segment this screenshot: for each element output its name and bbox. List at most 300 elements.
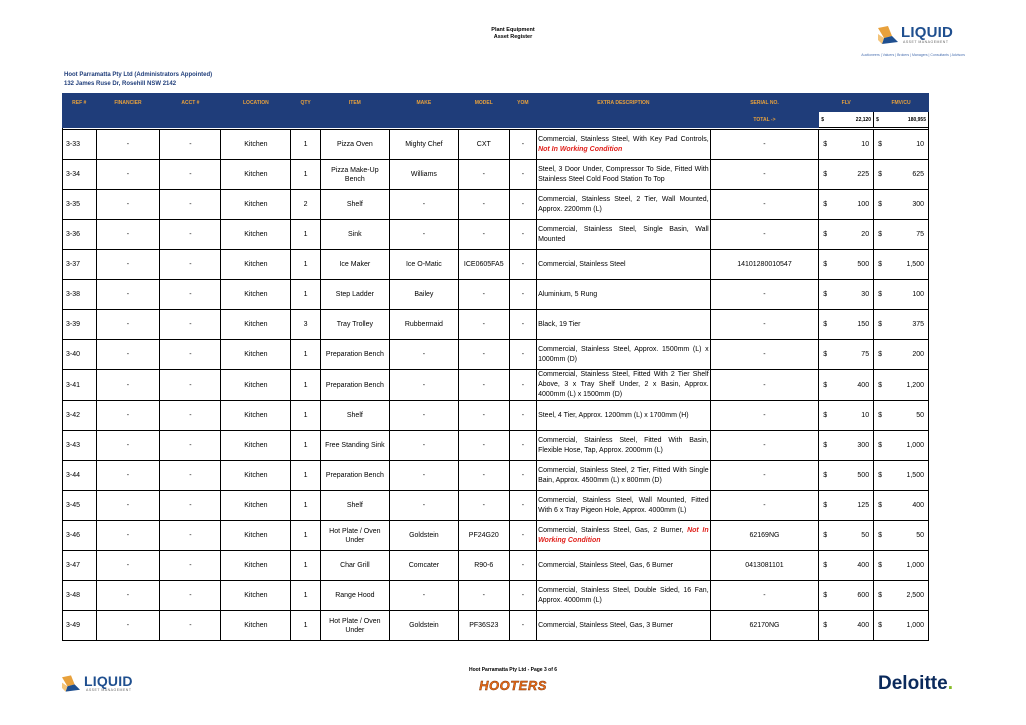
flv-value: 30 bbox=[861, 291, 870, 298]
description-cell bbox=[537, 220, 711, 250]
item-cell: Shelf bbox=[320, 491, 389, 521]
flv-cell bbox=[819, 611, 874, 641]
yom-cell: - bbox=[509, 491, 536, 521]
currency-symbol: $ bbox=[878, 351, 882, 358]
flv-cell bbox=[819, 130, 874, 160]
qty-cell: 1 bbox=[291, 130, 320, 160]
flv-value: 50 bbox=[861, 532, 870, 539]
flv-cell bbox=[819, 340, 874, 370]
hooters-logo bbox=[478, 674, 548, 696]
qty-cell: 1 bbox=[291, 461, 320, 491]
flv-value: 10 bbox=[861, 412, 870, 419]
flv-value: 100 bbox=[857, 201, 870, 208]
ref-cell: 3-46 bbox=[63, 521, 97, 551]
make-cell: Goldstein bbox=[389, 611, 458, 641]
ref-cell: 3-37 bbox=[63, 250, 97, 280]
fmv-cell bbox=[874, 401, 929, 431]
serial-cell: - bbox=[710, 280, 819, 310]
fmv-value: 625 bbox=[912, 171, 924, 178]
description-text: Commercial, Stainless Steel, Fitted With Basin, Flexible Hose, Tap, Approx. 2000mm (L) bbox=[538, 436, 709, 454]
description-text: Commercial, Stainless Steel, 2 Tier, Fitted With Single Bain, Approx. 4500mm (L) x 800mm (D) bbox=[538, 466, 709, 484]
yom-cell: - bbox=[509, 581, 536, 611]
fmv-value: 1,500 bbox=[906, 261, 924, 268]
flv-cell bbox=[819, 250, 874, 280]
financier-cell: - bbox=[96, 190, 160, 220]
model-cell: - bbox=[458, 340, 509, 370]
serial-cell: 62170NG bbox=[710, 611, 819, 641]
document-title-line1: Plant Equipment bbox=[491, 27, 535, 33]
flv-cell bbox=[819, 190, 874, 220]
fmv-cell bbox=[874, 280, 929, 310]
currency-symbol: $ bbox=[823, 472, 828, 479]
financier-cell: - bbox=[96, 521, 160, 551]
yom-cell: - bbox=[509, 521, 536, 551]
item-cell: Shelf bbox=[320, 190, 389, 220]
currency-symbol: $ bbox=[823, 381, 828, 389]
make-cell: Rubbermaid bbox=[389, 310, 458, 340]
currency-symbol: $ bbox=[823, 532, 828, 539]
item-cell: Preparation Bench bbox=[320, 340, 389, 370]
column-header: QTY bbox=[291, 94, 320, 112]
currency-symbol: $ bbox=[878, 622, 882, 629]
qty-cell: 1 bbox=[291, 551, 320, 581]
hooters-logo-word: HOOTERS bbox=[479, 678, 547, 693]
yom-cell: - bbox=[509, 220, 536, 250]
yom-cell: - bbox=[509, 130, 536, 160]
description-text: Commercial, Stainless Steel, Approx. 1500mm (L) x 1000mm (D) bbox=[538, 345, 709, 363]
fmv-value: 1,200 bbox=[906, 381, 924, 389]
serial-cell: - bbox=[710, 190, 819, 220]
yom-cell: - bbox=[509, 401, 536, 431]
currency-symbol: $ bbox=[878, 532, 882, 539]
currency-symbol: $ bbox=[823, 351, 828, 358]
item-cell: Char Grill bbox=[320, 551, 389, 581]
description-text: Commercial, Stainless Steel, Gas, 6 Burner bbox=[538, 561, 674, 569]
currency-symbol: $ bbox=[823, 291, 828, 298]
financier-cell: - bbox=[96, 461, 160, 491]
condition-note: Not In Working Condition bbox=[538, 145, 623, 153]
description-cell bbox=[537, 431, 711, 461]
currency-symbol: $ bbox=[878, 472, 882, 479]
flv-value: 150 bbox=[857, 321, 870, 328]
yom-cell: - bbox=[509, 551, 536, 581]
fmv-value: 1,000 bbox=[906, 562, 924, 569]
ref-cell: 3-33 bbox=[63, 130, 97, 160]
make-cell: Comcater bbox=[389, 551, 458, 581]
table-body bbox=[63, 130, 929, 641]
fmv-cell bbox=[874, 160, 929, 190]
table-row bbox=[63, 310, 929, 340]
description-cell bbox=[537, 370, 711, 401]
liquid-mark-icon bbox=[62, 675, 80, 692]
description-cell bbox=[537, 160, 711, 190]
flv-value: 300 bbox=[857, 442, 870, 449]
flv-cell bbox=[819, 220, 874, 250]
total-fmv bbox=[874, 112, 929, 128]
fmv-value: 100 bbox=[912, 291, 924, 298]
currency-symbol: $ bbox=[821, 116, 825, 123]
ref-cell: 3-44 bbox=[63, 461, 97, 491]
currency-symbol: $ bbox=[878, 261, 882, 268]
fmv-cell bbox=[874, 551, 929, 581]
currency-symbol: $ bbox=[878, 321, 882, 328]
flv-value: 10 bbox=[861, 141, 870, 148]
currency-symbol: $ bbox=[823, 592, 828, 599]
flv-value: 225 bbox=[857, 171, 870, 178]
model-cell: - bbox=[458, 280, 509, 310]
acct-cell: - bbox=[160, 190, 221, 220]
serial-cell: - bbox=[710, 461, 819, 491]
description-cell bbox=[537, 491, 711, 521]
fmv-cell bbox=[874, 220, 929, 250]
column-header: YOM bbox=[509, 94, 536, 112]
description-cell bbox=[537, 551, 711, 581]
total-flv-value: 22,120 bbox=[855, 116, 872, 123]
yom-cell: - bbox=[509, 280, 536, 310]
location-cell: Kitchen bbox=[221, 370, 291, 401]
item-cell: Pizza Oven bbox=[320, 130, 389, 160]
flv-value: 20 bbox=[861, 231, 870, 238]
description-text: Steel, 4 Tier, Approx. 1200mm (L) x 1700mm (H) bbox=[538, 411, 689, 419]
serial-cell: - bbox=[710, 431, 819, 461]
item-cell: Hot Plate / Oven Under bbox=[320, 521, 389, 551]
make-cell: Williams bbox=[389, 160, 458, 190]
location-cell: Kitchen bbox=[221, 401, 291, 431]
liquid-logo-word: LIQUID bbox=[901, 24, 954, 41]
table-row bbox=[63, 220, 929, 250]
model-cell: ICE0605FA5 bbox=[458, 250, 509, 280]
table-row bbox=[63, 551, 929, 581]
description-text: Commercial, Stainless Steel, With Key Pad Controls, bbox=[538, 135, 709, 143]
currency-symbol: $ bbox=[878, 171, 882, 178]
currency-symbol: $ bbox=[878, 442, 882, 449]
column-header: ITEM bbox=[320, 94, 389, 112]
flv-cell bbox=[819, 431, 874, 461]
flv-cell bbox=[819, 370, 874, 401]
make-cell: - bbox=[389, 190, 458, 220]
item-cell: Preparation Bench bbox=[320, 370, 389, 401]
item-cell: Sink bbox=[320, 220, 389, 250]
flv-value: 400 bbox=[857, 562, 870, 569]
fmv-cell bbox=[874, 130, 929, 160]
description-text: Commercial, Stainless Steel, Fitted With 2 Tier Shelf Above, 3 x Tray Shelf Under, 2 x Basin, Approx. 4000mm (L) x 1500mm (D) bbox=[538, 371, 709, 398]
flv-value: 500 bbox=[857, 472, 870, 479]
financier-cell: - bbox=[96, 551, 160, 581]
currency-symbol: $ bbox=[823, 171, 828, 178]
qty-cell: 1 bbox=[291, 220, 320, 250]
description-text: Commercial, Stainless Steel bbox=[538, 260, 626, 268]
qty-cell: 1 bbox=[291, 521, 320, 551]
make-cell: Goldstein bbox=[389, 521, 458, 551]
currency-symbol: $ bbox=[823, 141, 828, 148]
fmv-cell bbox=[874, 340, 929, 370]
qty-cell: 1 bbox=[291, 280, 320, 310]
condition-note: Not In Working Condition bbox=[538, 526, 709, 544]
company-address: 132 James Ruse Dr, Rosehill NSW 2142 bbox=[64, 81, 177, 87]
serial-cell: - bbox=[710, 370, 819, 401]
item-cell: Range Hood bbox=[320, 581, 389, 611]
currency-symbol: $ bbox=[878, 201, 882, 208]
qty-cell: 1 bbox=[291, 250, 320, 280]
fmv-cell bbox=[874, 310, 929, 340]
location-cell: Kitchen bbox=[221, 551, 291, 581]
model-cell: - bbox=[458, 431, 509, 461]
model-cell: - bbox=[458, 401, 509, 431]
currency-symbol: $ bbox=[823, 321, 828, 328]
qty-cell: 1 bbox=[291, 491, 320, 521]
total-fmv-value: 180,955 bbox=[907, 116, 926, 123]
acct-cell: - bbox=[160, 461, 221, 491]
currency-symbol: $ bbox=[876, 116, 879, 123]
liquid-logo-word: LIQUID bbox=[84, 673, 133, 689]
column-header: LOCATION bbox=[221, 94, 291, 112]
liquid-logo-sub: ASSET MANAGEMENT bbox=[86, 688, 132, 692]
serial-cell: - bbox=[710, 491, 819, 521]
location-cell: Kitchen bbox=[221, 491, 291, 521]
serial-cell: - bbox=[710, 160, 819, 190]
acct-cell: - bbox=[160, 521, 221, 551]
make-cell: - bbox=[389, 340, 458, 370]
yom-cell: - bbox=[509, 190, 536, 220]
column-header: REF # bbox=[63, 94, 97, 112]
description-text: Commercial, Stainless Steel, 2 Tier, Wall Mounted, Approx. 2200mm (L) bbox=[538, 195, 709, 213]
fmv-value: 200 bbox=[912, 351, 924, 358]
fmv-cell bbox=[874, 370, 929, 401]
location-cell: Kitchen bbox=[221, 130, 291, 160]
item-cell: Shelf bbox=[320, 401, 389, 431]
financier-cell: - bbox=[96, 220, 160, 250]
page-footer-text: Hoot Parramatta Pty Ltd - Page 3 of 6 bbox=[468, 667, 558, 673]
column-header: FMV/CU bbox=[874, 94, 929, 112]
qty-cell: 2 bbox=[291, 190, 320, 220]
location-cell: Kitchen bbox=[221, 190, 291, 220]
table-row bbox=[63, 130, 929, 160]
currency-symbol: $ bbox=[823, 442, 828, 449]
currency-symbol: $ bbox=[878, 381, 882, 389]
description-text: Commercial, Stainless Steel, Double Sided, 16 Fan, Approx. 4000mm (L) bbox=[538, 586, 709, 604]
qty-cell: 1 bbox=[291, 431, 320, 461]
item-cell: Hot Plate / Oven Under bbox=[320, 611, 389, 641]
deloitte-logo-word: Deloitte bbox=[878, 673, 948, 694]
table-row bbox=[63, 611, 929, 641]
financier-cell: - bbox=[96, 581, 160, 611]
fmv-value: 50 bbox=[916, 412, 924, 419]
flv-cell bbox=[819, 160, 874, 190]
currency-symbol: $ bbox=[823, 622, 828, 629]
flv-cell bbox=[819, 280, 874, 310]
description-cell bbox=[537, 521, 711, 551]
yom-cell: - bbox=[509, 611, 536, 641]
serial-cell: 14101280010547 bbox=[710, 250, 819, 280]
financier-cell: - bbox=[96, 611, 160, 641]
deloitte-logo-dot: . bbox=[947, 673, 953, 694]
financier-cell: - bbox=[96, 310, 160, 340]
company-name: Hoot Parramatta Pty Ltd (Administrators Appointed) bbox=[64, 72, 213, 78]
fmv-value: 10 bbox=[916, 141, 924, 148]
ref-cell: 3-36 bbox=[63, 220, 97, 250]
model-cell: - bbox=[458, 370, 509, 401]
currency-symbol: $ bbox=[823, 562, 828, 569]
make-cell: - bbox=[389, 370, 458, 401]
table-row bbox=[63, 431, 929, 461]
location-cell: Kitchen bbox=[221, 611, 291, 641]
item-cell: Preparation Bench bbox=[320, 461, 389, 491]
item-cell: Free Standing Sink bbox=[320, 431, 389, 461]
document-title bbox=[0, 27, 1026, 41]
acct-cell: - bbox=[160, 370, 221, 401]
qty-cell: 1 bbox=[291, 401, 320, 431]
acct-cell: - bbox=[160, 220, 221, 250]
yom-cell: - bbox=[509, 461, 536, 491]
currency-symbol: $ bbox=[878, 412, 882, 419]
model-cell: - bbox=[458, 461, 509, 491]
description-cell bbox=[537, 130, 711, 160]
description-text: Black, 19 Tier bbox=[538, 320, 581, 328]
currency-symbol: $ bbox=[823, 201, 828, 208]
liquid-mark-icon bbox=[878, 26, 898, 44]
currency-symbol: $ bbox=[878, 592, 882, 599]
asset-register-table bbox=[62, 93, 929, 641]
yom-cell: - bbox=[509, 250, 536, 280]
table-row bbox=[63, 461, 929, 491]
serial-cell: - bbox=[710, 401, 819, 431]
financier-cell: - bbox=[96, 160, 160, 190]
item-cell: Ice Maker bbox=[320, 250, 389, 280]
model-cell: PF36S23 bbox=[458, 611, 509, 641]
acct-cell: - bbox=[160, 431, 221, 461]
financier-cell: - bbox=[96, 280, 160, 310]
yom-cell: - bbox=[509, 310, 536, 340]
ref-cell: 3-34 bbox=[63, 160, 97, 190]
column-header: SERIAL NO. bbox=[710, 94, 819, 112]
ref-cell: 3-35 bbox=[63, 190, 97, 220]
flv-value: 600 bbox=[857, 592, 870, 599]
fmv-cell bbox=[874, 250, 929, 280]
column-header: ACCT # bbox=[160, 94, 221, 112]
ref-cell: 3-48 bbox=[63, 581, 97, 611]
fmv-cell bbox=[874, 491, 929, 521]
deloitte-logo bbox=[878, 673, 953, 695]
liquid-logo-bottom bbox=[62, 673, 142, 697]
fmv-value: 2,500 bbox=[906, 592, 924, 599]
acct-cell: - bbox=[160, 401, 221, 431]
make-cell: Mighty Chef bbox=[389, 130, 458, 160]
qty-cell: 1 bbox=[291, 340, 320, 370]
description-cell bbox=[537, 611, 711, 641]
flv-value: 75 bbox=[861, 351, 870, 358]
currency-symbol: $ bbox=[878, 502, 882, 509]
table-total-row bbox=[63, 112, 929, 128]
financier-cell: - bbox=[96, 250, 160, 280]
description-text: Aluminium, 5 Rung bbox=[538, 290, 598, 298]
model-cell: PF24G20 bbox=[458, 521, 509, 551]
ref-cell: 3-49 bbox=[63, 611, 97, 641]
yom-cell: - bbox=[509, 160, 536, 190]
description-cell bbox=[537, 310, 711, 340]
model-cell: - bbox=[458, 190, 509, 220]
serial-cell: 0413081101 bbox=[710, 551, 819, 581]
table-header-row bbox=[63, 94, 929, 112]
flv-cell bbox=[819, 310, 874, 340]
location-cell: Kitchen bbox=[221, 461, 291, 491]
financier-cell: - bbox=[96, 401, 160, 431]
fmv-value: 300 bbox=[912, 201, 924, 208]
make-cell: - bbox=[389, 461, 458, 491]
description-text: Commercial, Stainless Steel, Gas, 2 Burner, bbox=[538, 526, 684, 534]
item-cell: Step Ladder bbox=[320, 280, 389, 310]
fmv-cell bbox=[874, 581, 929, 611]
model-cell: CXT bbox=[458, 130, 509, 160]
flv-cell bbox=[819, 551, 874, 581]
qty-cell: 1 bbox=[291, 370, 320, 401]
acct-cell: - bbox=[160, 611, 221, 641]
fmv-value: 1,000 bbox=[906, 622, 924, 629]
location-cell: Kitchen bbox=[221, 250, 291, 280]
currency-symbol: $ bbox=[878, 562, 882, 569]
fmv-value: 375 bbox=[912, 321, 924, 328]
yom-cell: - bbox=[509, 370, 536, 401]
acct-cell: - bbox=[160, 491, 221, 521]
financier-cell: - bbox=[96, 370, 160, 401]
make-cell: - bbox=[389, 581, 458, 611]
currency-symbol: $ bbox=[823, 502, 828, 509]
acct-cell: - bbox=[160, 310, 221, 340]
fmv-value: 1,000 bbox=[906, 442, 924, 449]
column-header: MAKE bbox=[389, 94, 458, 112]
fmv-cell bbox=[874, 521, 929, 551]
make-cell: Bailey bbox=[389, 280, 458, 310]
financier-cell: - bbox=[96, 130, 160, 160]
ref-cell: 3-39 bbox=[63, 310, 97, 340]
acct-cell: - bbox=[160, 130, 221, 160]
description-text: Commercial, Stainless Steel, Gas, 3 Burner bbox=[538, 621, 674, 629]
column-header: EXTRA DESCRIPTION bbox=[537, 94, 711, 112]
brand-tagline: Auctioneers | Valuers | Brokers | Managers | Consultants | Advisors bbox=[861, 53, 965, 57]
make-cell: Ice O-Matic bbox=[389, 250, 458, 280]
company-block bbox=[64, 71, 212, 89]
flv-cell bbox=[819, 461, 874, 491]
ref-cell: 3-38 bbox=[63, 280, 97, 310]
acct-cell: - bbox=[160, 340, 221, 370]
fmv-value: 75 bbox=[916, 231, 924, 238]
location-cell: Kitchen bbox=[221, 340, 291, 370]
model-cell: - bbox=[458, 491, 509, 521]
fmv-cell bbox=[874, 190, 929, 220]
serial-cell: - bbox=[710, 340, 819, 370]
fmv-value: 1,500 bbox=[906, 472, 924, 479]
serial-cell: - bbox=[710, 130, 819, 160]
acct-cell: - bbox=[160, 160, 221, 190]
description-cell bbox=[537, 581, 711, 611]
flv-cell bbox=[819, 401, 874, 431]
qty-cell: 1 bbox=[291, 581, 320, 611]
qty-cell: 3 bbox=[291, 310, 320, 340]
ref-cell: 3-43 bbox=[63, 431, 97, 461]
table-row bbox=[63, 521, 929, 551]
description-text: Commercial, Stainless Steel, Single Basin, Wall Mounted bbox=[538, 225, 709, 243]
total-label: TOTAL -> bbox=[710, 112, 819, 128]
financier-cell: - bbox=[96, 491, 160, 521]
model-cell: R90-6 bbox=[458, 551, 509, 581]
flv-cell bbox=[819, 491, 874, 521]
item-cell: Tray Trolley bbox=[320, 310, 389, 340]
fmv-value: 50 bbox=[916, 532, 924, 539]
column-header: FINANCIER bbox=[96, 94, 160, 112]
flv-value: 400 bbox=[857, 381, 870, 389]
flv-value: 125 bbox=[857, 502, 870, 509]
description-cell bbox=[537, 340, 711, 370]
location-cell: Kitchen bbox=[221, 220, 291, 250]
